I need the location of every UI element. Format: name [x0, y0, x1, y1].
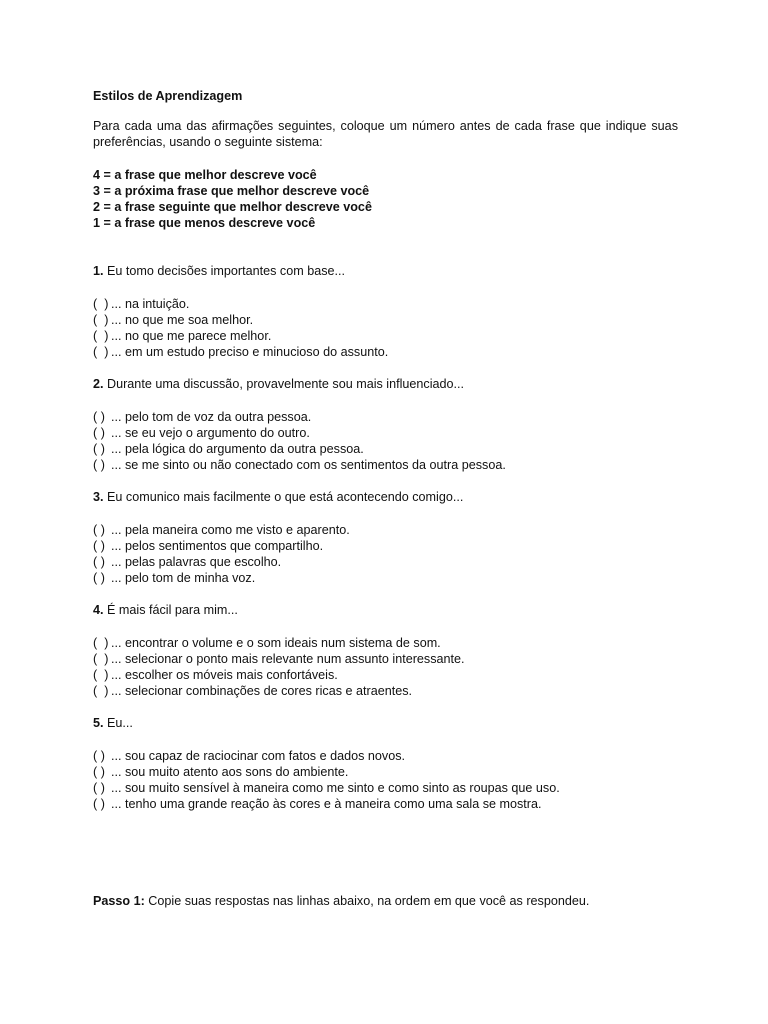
answer-text: ... sou muito atento aos sons do ambiente.	[111, 764, 349, 779]
question-text	[93, 263, 678, 279]
step-instruction	[93, 893, 678, 909]
answer-blank[interactable]: ( )	[93, 442, 105, 457]
answer-option	[93, 312, 678, 328]
answer-option	[93, 780, 678, 796]
answer-text: ... pelos sentimentos que compartilho.	[111, 538, 324, 553]
answer-text: ... selecionar combinações de cores ricas e atraentes.	[111, 684, 413, 699]
answer-blank[interactable]: ( )	[93, 748, 105, 763]
document-title: Estilos de Aprendizagem	[93, 89, 243, 103]
answer-blank[interactable]: ( )	[93, 668, 109, 683]
document-page	[93, 88, 678, 921]
answer-text: ... se me sinto ou não conectado com os sentimentos da outra pessoa.	[111, 458, 506, 473]
answer-text: ... no que me soa melhor.	[111, 312, 254, 327]
answer-option	[93, 328, 678, 344]
scale-item: 2 = a frase seguinte que melhor descreve você	[93, 200, 372, 215]
answer-blank[interactable]: ( )	[93, 651, 109, 666]
answer-blank[interactable]: ( )	[93, 571, 105, 586]
question-2	[93, 376, 678, 473]
scale-item: 3 = a próxima frase que melhor descreve você	[93, 183, 370, 198]
answer-blank[interactable]: ( )	[93, 329, 109, 344]
question-prompt: Eu...	[103, 716, 133, 731]
question-prompt: Eu comunico mais facilmente o que está acontecendo comigo...	[103, 490, 464, 505]
scale-item: 1 = a frase que menos descreve você	[93, 216, 316, 231]
answer-text: ... encontrar o volume e o som ideais num sistema de som.	[111, 635, 441, 650]
answer-options	[93, 522, 678, 587]
step-label: Passo 1:	[93, 893, 145, 908]
answer-option	[93, 683, 678, 699]
question-3	[93, 489, 678, 586]
answer-option	[93, 554, 678, 570]
question-text	[93, 602, 678, 618]
answer-text: ... sou capaz de raciocinar com fatos e dados novos.	[111, 748, 406, 763]
answer-option	[93, 748, 678, 764]
question-text	[93, 715, 678, 731]
answer-blank[interactable]: ( )	[93, 409, 105, 424]
answer-blank[interactable]: ( )	[93, 522, 105, 537]
answer-option	[93, 651, 678, 667]
answer-option	[93, 635, 678, 651]
answer-text: ... na intuição.	[111, 296, 190, 311]
answer-text: ... no que me parece melhor.	[111, 329, 272, 344]
answer-option	[93, 538, 678, 554]
rating-scale	[93, 167, 678, 232]
question-1	[93, 263, 678, 360]
question-prompt: Eu tomo decisões importantes com base...	[103, 264, 346, 279]
answer-option	[93, 796, 678, 812]
answer-blank[interactable]: ( )	[93, 781, 105, 796]
question-5	[93, 715, 678, 812]
question-text	[93, 489, 678, 505]
instructions-paragraph: Para cada uma das afirmações seguintes, coloque um número antes de cada frase que indique suas preferências, usando o seguinte sistema:	[93, 119, 678, 150]
answer-text: ... sou muito sensível à maneira como me sinto e como sinto as roupas que uso.	[111, 781, 560, 796]
answer-option	[93, 409, 678, 425]
answer-blank[interactable]: ( )	[93, 296, 109, 311]
answer-option	[93, 441, 678, 457]
answer-option	[93, 457, 678, 473]
answer-blank[interactable]: ( )	[93, 312, 109, 327]
question-number: 5.	[93, 716, 104, 731]
question-number: 3.	[93, 490, 104, 505]
answer-blank[interactable]: ( )	[93, 684, 109, 699]
question-4	[93, 602, 678, 699]
answer-blank[interactable]: ( )	[93, 797, 105, 812]
question-prompt: Durante uma discussão, provavelmente sou mais influenciado...	[103, 377, 465, 392]
answer-text: ... selecionar o ponto mais relevante num assunto interessante.	[111, 651, 465, 666]
scale-item: 4 = a frase que melhor descreve você	[93, 167, 317, 182]
answer-text: ... pela maneira como me visto e aparento.	[111, 522, 350, 537]
answer-text: ... pelo tom de voz da outra pessoa.	[111, 409, 312, 424]
answer-blank[interactable]: ( )	[93, 458, 105, 473]
answer-text: ... tenho uma grande reação às cores e à maneira como uma sala se mostra.	[111, 797, 542, 812]
question-text	[93, 376, 678, 392]
answer-blank[interactable]: ( )	[93, 635, 109, 650]
answer-blank[interactable]: ( )	[93, 764, 105, 779]
question-number: 1.	[93, 264, 104, 279]
question-number: 2.	[93, 377, 104, 392]
answer-blank[interactable]: ( )	[93, 425, 105, 440]
answer-text: ... em um estudo preciso e minucioso do assunto.	[111, 345, 389, 360]
answer-options	[93, 296, 678, 361]
answer-option	[93, 667, 678, 683]
answer-blank[interactable]: ( )	[93, 555, 105, 570]
answer-options	[93, 635, 678, 700]
answer-text: ... pelo tom de minha voz.	[111, 571, 256, 586]
question-number: 4.	[93, 603, 104, 618]
step-text: Copie suas respostas nas linhas abaixo, na ordem em que você as respondeu.	[144, 893, 590, 908]
answer-text: ... pelas palavras que escolho.	[111, 555, 282, 570]
answer-text: ... se eu vejo o argumento do outro.	[111, 425, 310, 440]
answer-option	[93, 764, 678, 780]
answer-options	[93, 748, 678, 813]
question-prompt: É mais fácil para mim...	[103, 603, 238, 618]
answer-options	[93, 409, 678, 474]
answer-option	[93, 344, 678, 360]
answer-option	[93, 522, 678, 538]
answer-blank[interactable]: ( )	[93, 345, 109, 360]
answer-option	[93, 570, 678, 586]
answer-text: ... pela lógica do argumento da outra pessoa.	[111, 442, 364, 457]
answer-option	[93, 296, 678, 312]
answer-option	[93, 425, 678, 441]
answer-blank[interactable]: ( )	[93, 538, 105, 553]
answer-text: ... escolher os móveis mais confortáveis.	[111, 668, 338, 683]
